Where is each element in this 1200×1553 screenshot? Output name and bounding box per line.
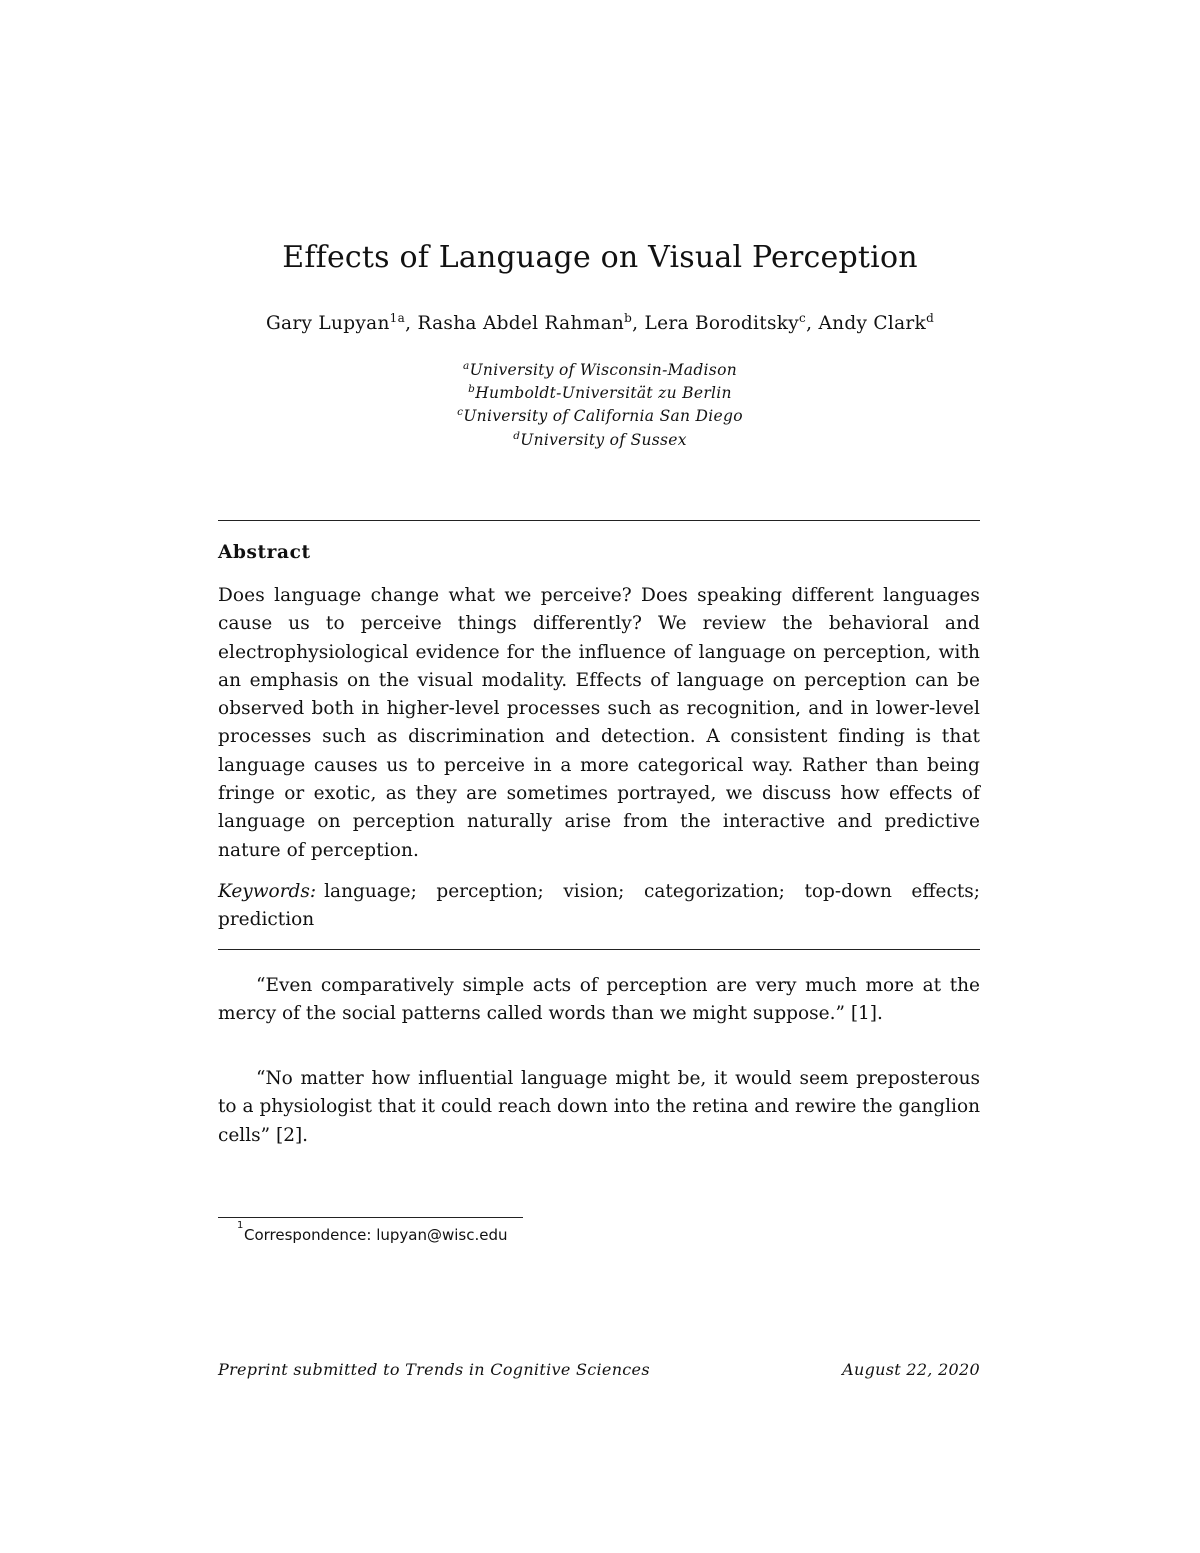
footnote-text: Correspondence: lupyan@wisc.edu bbox=[244, 1226, 508, 1244]
author-name: Gary Lupyan bbox=[265, 313, 390, 334]
keywords-list: language; perception; vision; categorization; top-down effects; prediction bbox=[218, 881, 980, 931]
paper-title: Effects of Language on Visual Perception bbox=[282, 240, 918, 275]
affiliation-name: University of Wisconsin-Madison bbox=[469, 361, 737, 379]
affiliation bbox=[0, 384, 1200, 402]
abstract-heading: Abstract bbox=[218, 542, 311, 563]
author-name: Rasha Abdel Rahman bbox=[417, 313, 625, 334]
keywords-label: Keywords: bbox=[218, 881, 317, 902]
author-mark: b bbox=[624, 311, 633, 325]
keywords bbox=[218, 878, 980, 935]
abstract-body: Does language change what we perceive? Does speaking different languages cause us to perceive things differently? We review the behavioral and electrophysiological evidence for the influence of language on perception, with an emphasis on the visual modality. Effects of language on perception can be observed both in higher-level processes such as recognition, and in lower-level processes such as discrimination and detection. A consistent finding is that language causes us to perceive in a more categorical way. Rather than being fringe or exotic, as they are sometimes portrayed, we discuss how effects of language on perception naturally arise from the interactive and predictive nature of perception. bbox=[218, 585, 980, 861]
author-mark: 1a bbox=[389, 311, 406, 325]
affiliation-name: University of California San Diego bbox=[463, 407, 743, 425]
author-mark: d bbox=[926, 311, 935, 325]
footer-date: August 22, 2020 bbox=[842, 1360, 980, 1379]
affiliation-name: University of Sussex bbox=[520, 431, 687, 449]
affiliation-name: Humboldt-Universität zu Berlin bbox=[475, 384, 732, 402]
author-name: Andy Clark bbox=[818, 313, 927, 334]
affiliation-mark: c bbox=[457, 406, 464, 418]
affiliation-mark: b bbox=[468, 383, 476, 395]
abstract-top-rule bbox=[218, 520, 980, 521]
author-list: Gary Lupyan$^{1a}$, Rasha Abdel Rahman$^b$, Lera Boroditsky$^c$, Andy Clark$^d$ bbox=[265, 311, 935, 334]
affiliation bbox=[0, 407, 1200, 425]
abstract-bottom-rule bbox=[218, 949, 980, 950]
author-mark: c bbox=[799, 311, 807, 325]
footer-journal: Preprint submitted to Trends in Cognitive Sciences bbox=[218, 1360, 650, 1379]
affiliation bbox=[0, 431, 1200, 449]
affiliation bbox=[0, 361, 1200, 379]
footnote-rule bbox=[218, 1217, 523, 1218]
footnote: 1 Correspondence: lupyan@wisc.edu bbox=[237, 1220, 508, 1244]
affiliation-mark: a bbox=[463, 360, 470, 372]
affiliation-mark: d bbox=[513, 430, 521, 442]
epigraph-quote: “No matter how influential language might be, it would seem preposterous to a physiologist that it could reach down into the retina and rewire the ganglion cells” [2]. bbox=[218, 1068, 980, 1146]
author-name: Lera Boroditsky bbox=[644, 313, 800, 334]
epigraph-quote: “Even comparatively simple acts of perception are very much more at the mercy of the social patterns called words than we might suppose.” [1]. bbox=[218, 975, 980, 1025]
